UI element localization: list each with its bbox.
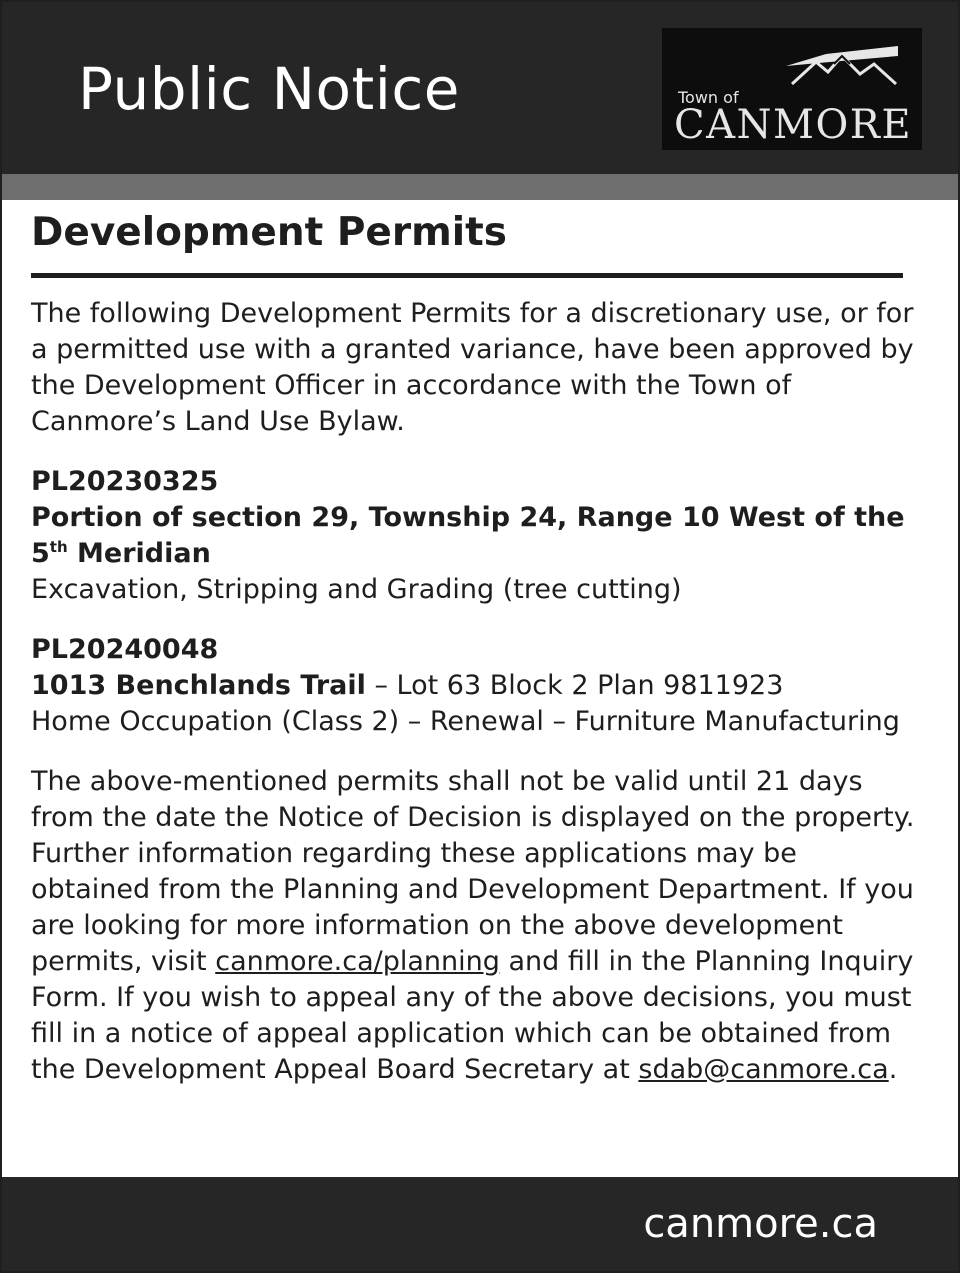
header-divider-band [2, 174, 958, 200]
closing-text-2: and fill in the Planning Inquiry Form. If you wish to appeal any of the above decisions, you must fill in a notice of appeal application which can be obtained from the Development Appeal Board Secretary at [31, 946, 914, 1085]
section-title: Development Permits [31, 210, 507, 255]
permit-legal-description: – Lot 63 Block 2 Plan 9811923 [365, 670, 784, 701]
header-title: Public Notice [78, 55, 460, 123]
logo-town-name: CANMORE [674, 102, 913, 148]
title-rule [31, 273, 903, 278]
permit-id: PL20230325 [31, 466, 219, 497]
permit-description: Home Occupation (Class 2) – Renewal – Furniture Manufacturing [31, 706, 900, 737]
town-logo [662, 28, 922, 150]
planning-link[interactable]: canmore.ca/planning [215, 946, 500, 977]
permit-address-superscript: th [49, 538, 68, 556]
permit-address [31, 668, 921, 704]
sdab-email-link[interactable]: sdab@canmore.ca [638, 1054, 889, 1085]
header [2, 2, 958, 174]
permit-id: PL20240048 [31, 634, 219, 665]
closing-text-1: The above-mentioned permits shall not be valid until 21 days from the date the Notice of Decision is displayed on the property. Further information regarding these applications may be obtained from the Planning and Development Department. If you are looking for more information on the above development permits, visit [31, 766, 915, 977]
mountain-logo-icon [782, 44, 902, 90]
permit-item [31, 464, 921, 608]
logo-town-of: Town of [678, 88, 739, 107]
closing-paragraph [31, 764, 921, 1088]
permit-address-text: Portion of section 29, Township 24, Range 10 West of the 5 [31, 502, 905, 569]
permit-address-text: 1013 Benchlands Trail [31, 670, 366, 701]
notice-content [31, 207, 921, 1088]
closing-text-3: . [888, 1054, 898, 1085]
intro-paragraph: The following Development Permits for a discretionary use, or for a permitted use with a granted variance, have been approved by the Development Officer in accordance with the Town of Canmore’s Land Use Bylaw. [31, 298, 914, 437]
permit-description: Excavation, Stripping and Grading (tree cutting) [31, 574, 682, 605]
permit-item [31, 632, 921, 740]
permit-address [31, 500, 921, 572]
permit-address-end: Meridian [67, 538, 211, 569]
footer [2, 1177, 958, 1271]
footer-website: canmore.ca [643, 1201, 878, 1247]
